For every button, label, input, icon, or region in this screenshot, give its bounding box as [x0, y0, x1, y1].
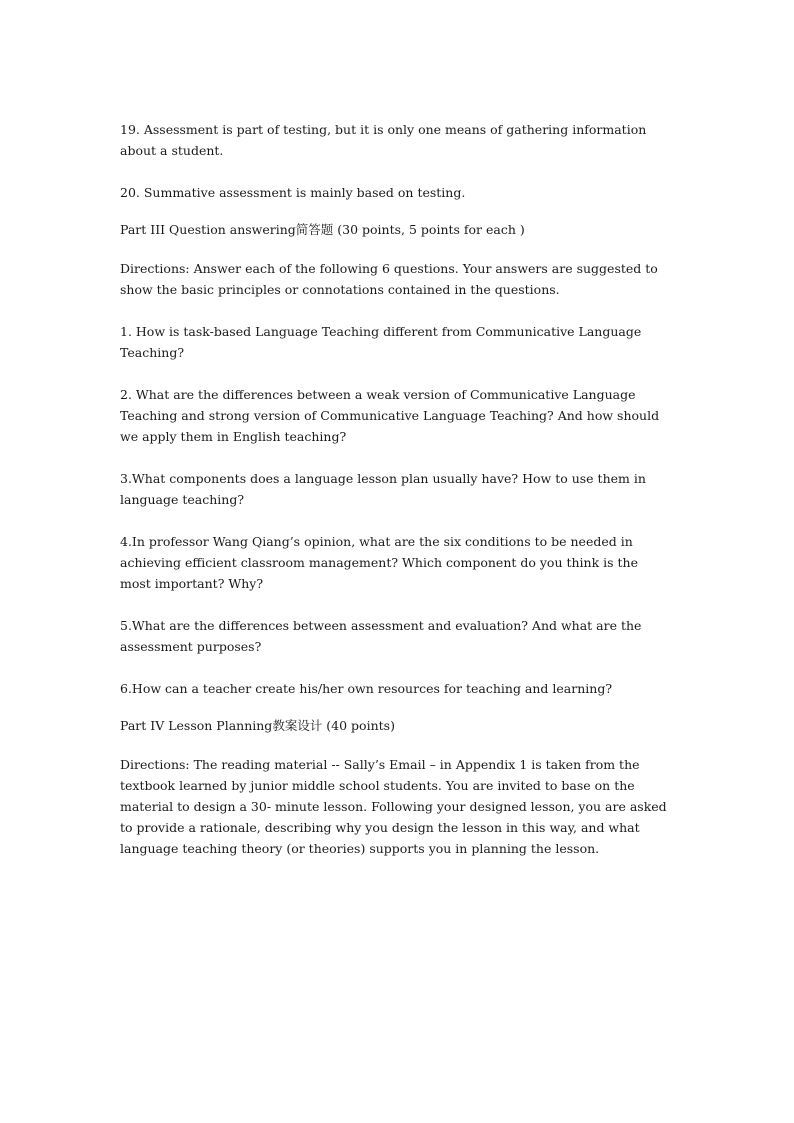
question-4: 4.In professor Wang Qiang’s opinion, what are the six conditions to be needed in achieving efficient classroom management? Which component do you think is the most important? Why?	[120, 534, 639, 591]
statement-19: 19. Assessment is part of testing, but it is only one means of gathering information about a student.	[120, 122, 647, 158]
part3-heading-cn: 简答题	[295, 222, 334, 237]
statement-20: 20. Summative assessment is mainly based on testing.	[120, 185, 466, 200]
part3-heading-title: Part III Question answering	[120, 222, 296, 237]
part4-heading	[120, 715, 672, 736]
part3-heading-points: (30 points, 5 points for each )	[333, 222, 525, 237]
question-6: 6.How can a teacher create his/her own resources for teaching and learning?	[120, 681, 613, 696]
part3-heading	[120, 219, 672, 240]
part4-heading-title: Part IV Lesson Planning	[120, 718, 273, 733]
question-1: 1. How is task-based Language Teaching different from Communicative Language Teaching?	[120, 324, 642, 360]
part4-directions: Directions: The reading material -- Sally’s Email – in Appendix 1 is taken from the textbook learned by junior middle school students. You are invited to base on the material to design a 30- minute lesson. Following your designed lesson, you are asked to provide a rationale, describing why you design the lesson in this way, and what language teaching theory (or theories) supports you in planning the lesson.	[120, 757, 667, 856]
document-body	[120, 119, 672, 880]
part4-heading-cn: 教案设计	[272, 718, 323, 733]
part3-directions: Directions: Answer each of the following 6 questions. Your answers are suggested to show the basic principles or connotations contained in the questions.	[120, 261, 658, 297]
question-3: 3.What components does a language lesson plan usually have? How to use them in language teaching?	[120, 471, 646, 507]
question-2: 2. What are the differences between a weak version of Communicative Language Teaching and strong version of Communicative Language Teaching? And how should we apply them in English teaching?	[120, 387, 660, 444]
part4-heading-points: (40 points)	[322, 718, 395, 733]
question-5: 5.What are the differences between assessment and evaluation? And what are the assessment purposes?	[120, 618, 642, 654]
